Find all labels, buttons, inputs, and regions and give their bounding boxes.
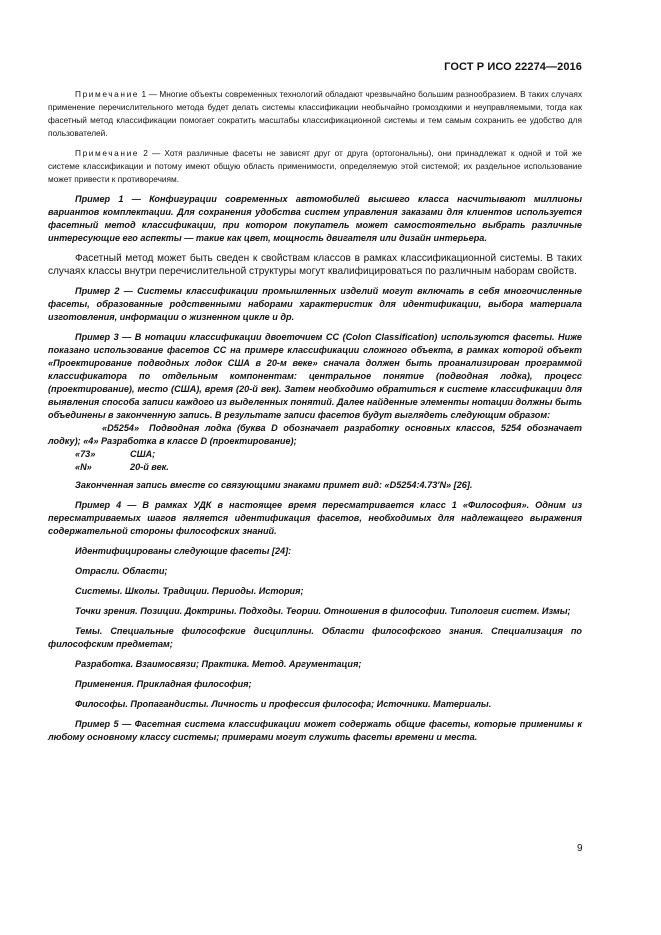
notation-row [48,448,582,461]
example-2: Пример 2 — Системы классификации промышленных изделий могут включать в себя многочисленные фасеты, образованные родственными наборами характеристик для идентификации, выбора материала изготовления, информации о жизненном цикле и др. [48,286,582,323]
notation-code: «N» [75,462,92,473]
example-3: Пример 3 — В нотации классификации двоеточием СС (Colon Classification) используются фасеты. Ниже показано использование фасетов СС на примере классификации сложного объекта, в рамках которой объект «Проектирование подводных лодок США в 20-м веке» сначала должен быть проанализирован программой классификатора по отдельным компонентам: центральное понятие (подводная лодка), процесс (проектирование), место (США), время (20-й век). Затем необходимо обратиться к системе классификации для выявления способа записи каждого из выделенных понятий. Далее найденные элементы нотации должны быть объединены в законченную запись. В результате записи фасетов будут выглядеть следующим образом: [48,332,582,421]
notation-desc: Подводная лодка (буква D обозначает разработку основных классов, 5254 обозначает лодку); «4» Разработка в классе D (проектирование); [48,423,582,447]
notation-row [48,422,582,448]
note-number: 1 — [141,89,157,99]
note-number: 2 — [143,148,161,158]
page-content [48,88,582,751]
notation-row [48,461,582,474]
facets-intro: Идентифицированы следующие фасеты [24]: [75,546,292,557]
document-header: ГОСТ Р ИСО 22274—2016 [444,61,582,73]
notation-desc: США; [130,449,156,460]
page-number: 9 [577,843,583,854]
note-text: Хотя различные фасеты не зависят друг от друга (ортогональны), они принадлежат к одной и той же системе классификации и потому имеют общую область применимости, определяемую этой системой; их раздельное использование может привести к противоречиям. [48,148,582,184]
facet-item: Философы. Пропагандисты. Личность и профессия философа; Источники. Материалы. [75,699,492,710]
body-paragraph: Фасетный метод может быть сведен к свойствам классов в рамках классификационной системы. В таких случаях классы внутри перечислительной структуры могут квалифицироваться по различным наборам свойств. [48,253,582,278]
facet-item: Системы. Школы. Традиции. Периоды. История; [75,586,304,597]
note-label: Примечание [75,89,140,99]
note-1 [48,88,582,140]
notation-code: «73» [75,449,96,460]
example-4: Пример 4 — В рамках УДК в настоящее время пересматривается класс 1 «Философия». Одним из пересматриваемых шагов является идентификация фасетов, необходимых для надлежащего выражения содержательной стороны философских знаний. [48,500,582,537]
notation-code: «D5254» [102,423,140,434]
completed-record: Законченная запись вместе со связующими знаками примет вид: «D5254:4.73'N» [26]. [75,480,473,491]
facet-item: Темы. Специальные философские дисциплины. Области философского знания. Специализация по философским предметам; [48,626,582,650]
facet-item: Разработка. Взаимосвязи; Практика. Метод. Аргументация; [75,659,362,670]
example-1: Пример 1 — Конфигурации современных автомобилей высшего класса насчитывают миллионы вариантов комплектации. Для сохранения удобства систем управления заказами для клиентов используется фасетный метод классификации, при котором покупатель может самостоятельно выбрать различные интересующие его аспекты — такие как цвет, мощность двигателя или дизайн интерьера. [48,194,582,243]
example-5: Пример 5 — Фасетная система классификации может содержать общие фасеты, которые применимы к любому основному классу системы; примерами могут служить фасеты времени и места. [48,719,582,743]
note-label: Примечание [75,148,140,158]
notation-desc: 20-й век. [130,462,169,473]
facet-item: Точки зрения. Позиции. Доктрины. Подходы. Теории. Отношения в философии. Типология систем. Измы; [75,606,571,617]
facet-item: Применения. Прикладная философия; [75,679,252,690]
facet-item: Отрасли. Области; [75,566,168,577]
note-text: Многие объекты современных технологий обладают чрезвычайно большим разнообразием. В таких случаях применение перечислительного метода будет делать системы классификации необычайно громоздкими и неуправляемыми, тогда как фасетный метод классификации помогает сократить масштабы классификационной системы и тем самым сохранить ее удобство для пользователей. [48,89,582,138]
note-2 [48,147,582,186]
